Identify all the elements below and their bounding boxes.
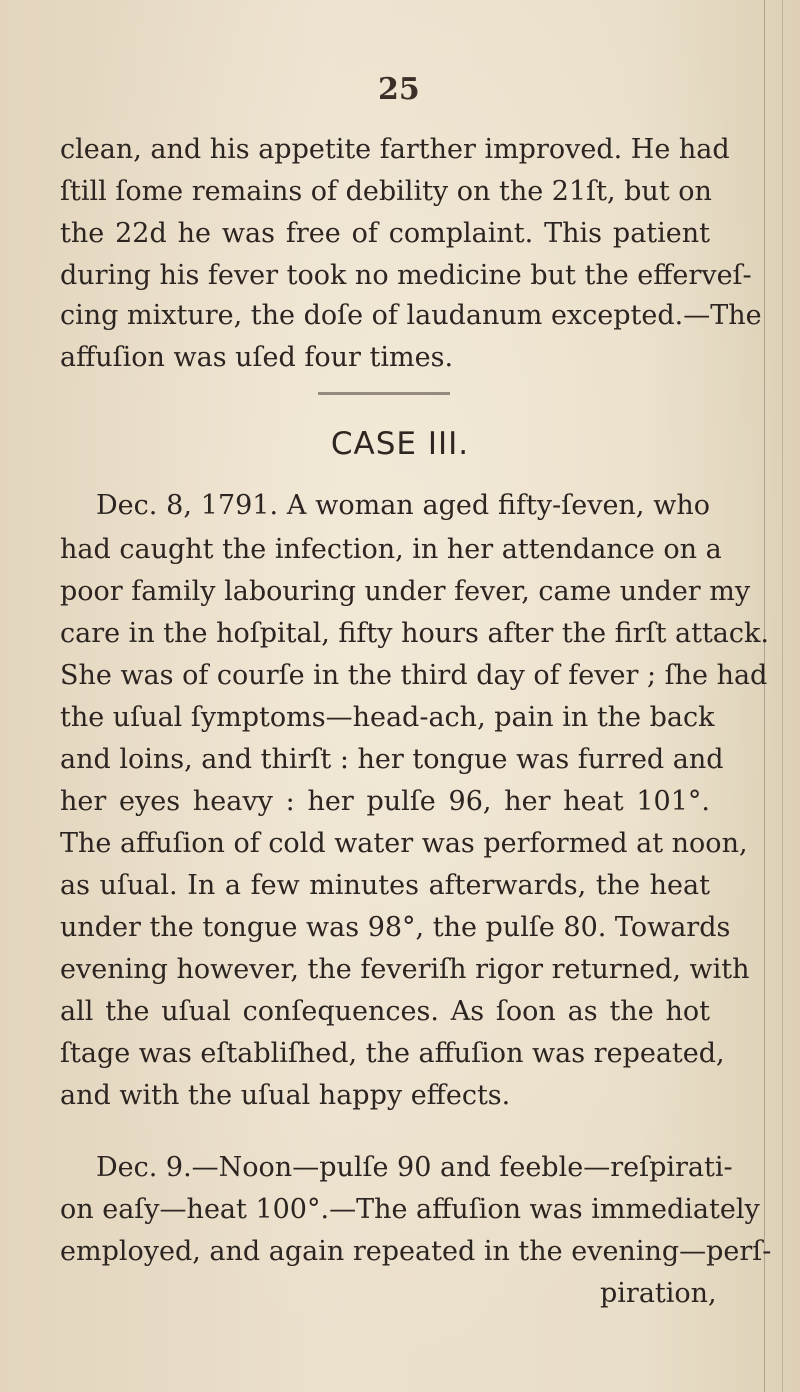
case-heading: CASE III. xyxy=(330,426,470,462)
page-number: 25 xyxy=(378,72,420,107)
text-line: the uſual ſymptoms—head-ach, pain in the back xyxy=(60,702,715,733)
section-divider xyxy=(318,392,450,395)
text-line: clean, and his appetite farther improved. He had xyxy=(60,134,730,165)
text-line: on eaſy—heat 100°.—The affuſion was immediately xyxy=(60,1194,760,1225)
text-line: and loins, and thirſt : her tongue was furred and xyxy=(60,744,724,775)
text-line: care in the hoſpital, fifty hours after the firſt attack. xyxy=(60,618,769,649)
text-line: as uſual. In a few minutes afterwards, the heat xyxy=(60,870,710,901)
page-edge-line xyxy=(764,0,765,1392)
text-line: employed, and again repeated in the evening—perſ- xyxy=(60,1236,772,1267)
text-line: The affuſion of cold water was performed at noon, xyxy=(60,828,748,859)
text-line: Dec. 8, 1791. A woman aged fifty-ſeven, who xyxy=(96,490,710,521)
text-line: during his fever took no medicine but the efferveſ- xyxy=(60,260,752,291)
catchword: piration, xyxy=(600,1278,717,1309)
text-line: She was of courſe in the third day of fever ; ſhe had xyxy=(60,660,768,691)
text-line: had caught the infection, in her attendance on a xyxy=(60,534,722,565)
text-line: cing mixture, the doſe of laudanum excepted.—The xyxy=(60,300,762,331)
text-line: evening however, the feveriſh rigor returned, with xyxy=(60,954,750,985)
text-line: affuſion was uſed four times. xyxy=(60,342,454,373)
page-edge-line xyxy=(782,0,783,1392)
text-line: ſtill ſome remains of debility on the 21ſt, but on xyxy=(60,176,712,207)
text-line: Dec. 9.—Noon—pulſe 90 and feeble—reſpirati- xyxy=(96,1152,733,1183)
text-line: the 22d he was free of complaint. This patient xyxy=(60,218,710,249)
text-line: and with the uſual happy effects. xyxy=(60,1080,511,1111)
text-line: under the tongue was 98°, the pulſe 80. Towards xyxy=(60,912,731,943)
text-line: her eyes heavy : her pulſe 96, her heat 101°. xyxy=(60,786,710,817)
text-line: poor family labouring under fever, came under my xyxy=(60,576,751,607)
text-line: all the uſual conſequences. As ſoon as the hot xyxy=(60,996,710,1027)
text-line: ſtage was eſtabliſhed, the affuſion was repeated, xyxy=(60,1038,725,1069)
